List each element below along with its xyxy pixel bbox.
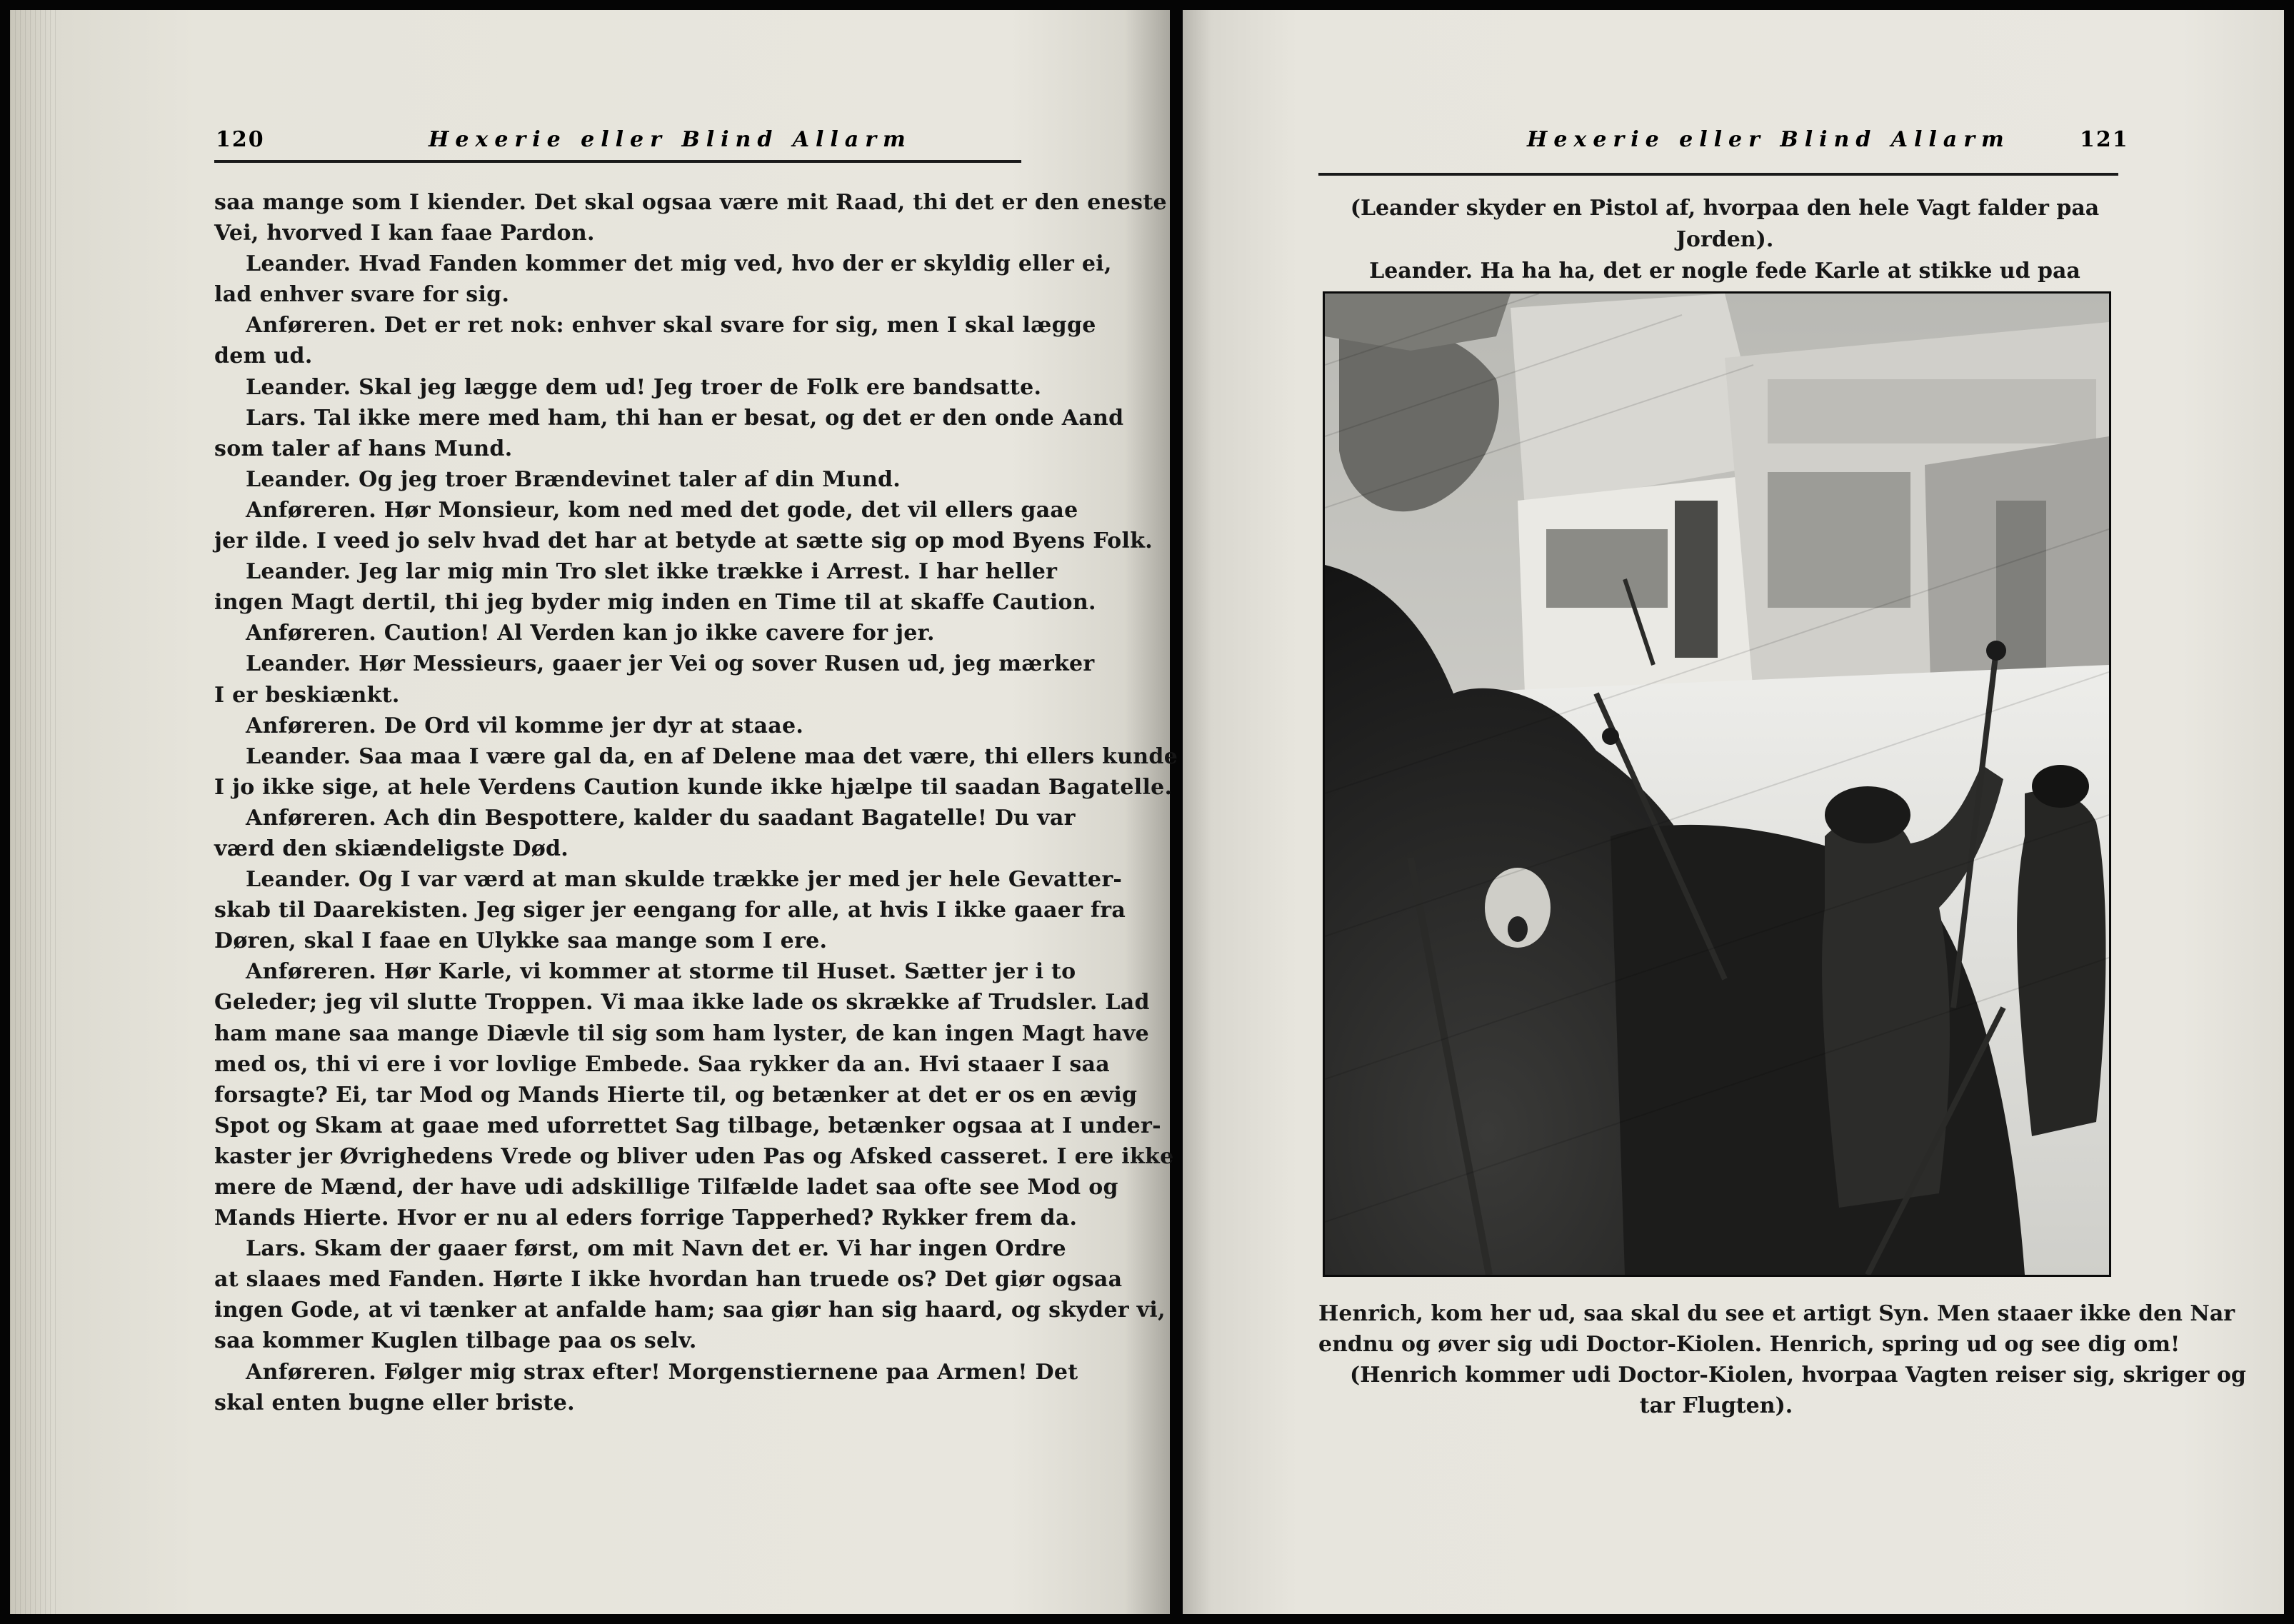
text-line: Leander. Hvad Fanden kommer det mig ved, hvo der er skyldig eller ei,	[246, 251, 1112, 277]
text-line: Leander. Skal jeg lægge dem ud! Jeg troer de Folk ere bandsatte.	[246, 374, 1042, 400]
left-running-title: Hexerie eller Blind Allarm	[429, 127, 912, 152]
left-header-rule	[214, 160, 1021, 163]
right-header-rule	[1318, 173, 2118, 176]
illustration-drawing	[1325, 294, 2109, 1275]
text-line: skab til Daarekisten. Jeg siger jer eengang for alle, at hvis I ikke gaaer fra	[214, 898, 1126, 923]
text-line: I er beskiænkt.	[214, 682, 400, 708]
text-line: lad enhver svare for sig.	[214, 282, 510, 308]
page-edge-texture	[10, 10, 60, 1614]
right-page-header	[1318, 127, 2129, 163]
text-line: Døren, skal I faae en Ulykke saa mange som I ere.	[214, 928, 828, 954]
text-line: Leander. Hør Messieurs, gaaer jer Vei og sover Rusen ud, jeg mærker	[246, 651, 1095, 677]
text-line: saa mange som I kiender. Det skal ogsaa være mit Raad, thi det er den eneste	[214, 190, 1167, 215]
left-page-header	[214, 127, 1021, 163]
speech-line: Leander. Ha ha ha, det er nogle fede Karle at stikke ud paa	[1369, 259, 2080, 284]
text-line: Anføreren. Hør Karle, vi kommer at storme til Huset. Sætter jer i to	[246, 959, 1076, 985]
right-page-number: 121	[2080, 127, 2129, 152]
text-line: Anføreren. De Ord vil komme jer dyr at staae.	[246, 713, 804, 738]
text-line: Leander. Og jeg troer Brændevinet taler af din Mund.	[246, 466, 901, 492]
text-line: Lars. Tal ikke mere med ham, thi han er besat, og det er den onde Aand	[246, 405, 1124, 431]
text-line: Anføreren. Hør Monsieur, kom ned med det gode, det vil ellers gaae	[246, 497, 1078, 523]
text-line: I jo ikke sige, at hele Verdens Caution kunde ikke hjælpe til saadan Bagatelle.	[214, 774, 1173, 800]
right-running-title: Hexerie eller Blind Allarm	[1527, 127, 2010, 152]
left-page-number: 120	[216, 127, 265, 152]
text-line: saa kommer Kuglen tilbage paa os selv.	[214, 1328, 697, 1354]
text-line: ham mane saa mange Diævle til sig som ham lyster, de kan ingen Magt have	[214, 1021, 1150, 1046]
left-page-text	[214, 187, 1178, 1418]
text-line: Leander. Og I var værd at man skulde trække jer med jer hele Gevatter-	[246, 867, 1123, 893]
text-line: Lars. Skam der gaaer først, om mit Navn det er. Vi har ingen Ordre	[246, 1236, 1066, 1262]
text-line: kaster jer Øvrighedens Vrede og bliver uden Pas og Afsked casseret. I ere ikke	[214, 1143, 1174, 1169]
caption-line: (Henrich kommer udi Doctor-Kiolen, hvorpaa Vagten reiser sig, skriger og	[1350, 1363, 2246, 1388]
caption-line: endnu og øver sig udi Doctor-Kiolen. Henrich, spring ud og see dig om!	[1318, 1332, 2180, 1358]
text-line: som taler af hans Mund.	[214, 436, 513, 461]
caption-line: Henrich, kom her ud, saa skal du see et artigt Syn. Men staaer ikke den Nar	[1318, 1301, 2235, 1326]
text-line: Anføreren. Ach din Bespottere, kalder du saadant Bagatelle! Du var	[246, 805, 1076, 831]
text-line: Spot og Skam at gaae med uforrettet Sag tilbage, betænker ogsaa at I under-	[214, 1113, 1161, 1138]
illustration-caption	[1318, 1298, 2246, 1421]
illustration	[1323, 291, 2111, 1277]
stage-direction: (Leander skyder en Pistol af, hvorpaa den hele Vagt falder paa Jorden).	[1350, 196, 2100, 252]
text-line: Anføreren. Det er ret nok: enhver skal svare for sig, men I skal lægge	[246, 313, 1096, 339]
text-line: Geleder; jeg vil slutte Troppen. Vi maa ikke lade os skrække af Trudsler. Lad	[214, 990, 1150, 1016]
text-line: Anføreren. Caution! Al Verden kan jo ikke cavere for jer.	[246, 621, 935, 646]
text-line: forsagte? Ei, tar Mod og Mands Hierte til, og betænker at det er os en ævig	[214, 1082, 1138, 1108]
caption-line: tar Flugten).	[1639, 1393, 1793, 1419]
text-line: Anføreren. Følger mig strax efter! Morgenstiernene paa Armen! Det	[246, 1359, 1078, 1385]
text-line: Leander. Jeg lar mig min Tro slet ikke trække i Arrest. I har heller	[246, 559, 1058, 585]
text-line: ingen Gode, at vi tænker at anfalde ham; saa giør han sig haard, og skyder vi,	[214, 1298, 1166, 1323]
text-line: at slaaes med Fanden. Hørte I ikke hvordan han truede os? Det giør ogsaa	[214, 1267, 1123, 1293]
text-line: dem ud.	[214, 344, 313, 369]
text-line: ingen Magt dertil, thi jeg byder mig inden en Time til at skaffe Caution.	[214, 590, 1096, 616]
text-line: jer ilde. I veed jo selv hvad det har at betyde at sætte sig op mod Byens Folk.	[214, 528, 1153, 554]
text-line: mere de Mænd, der have udi adskillige Tilfælde ladet saa ofte see Mod og	[214, 1175, 1118, 1200]
text-line: Vei, hvorved I kan faae Pardon.	[214, 221, 595, 246]
text-line: med os, thi vi ere i vor lovlige Embede. Saa rykker da an. Hvi staaer I saa	[214, 1051, 1110, 1077]
text-line: skal enten bugne eller briste.	[214, 1390, 575, 1415]
text-line: værd den skiændeligste Død.	[214, 836, 569, 861]
text-line: Mands Hierte. Hvor er nu al eders forrige Tapperhed? Rykker frem da.	[214, 1206, 1078, 1231]
text-line: Leander. Saa maa I være gal da, en af Delene maa det være, thi ellers kunde	[246, 743, 1178, 769]
